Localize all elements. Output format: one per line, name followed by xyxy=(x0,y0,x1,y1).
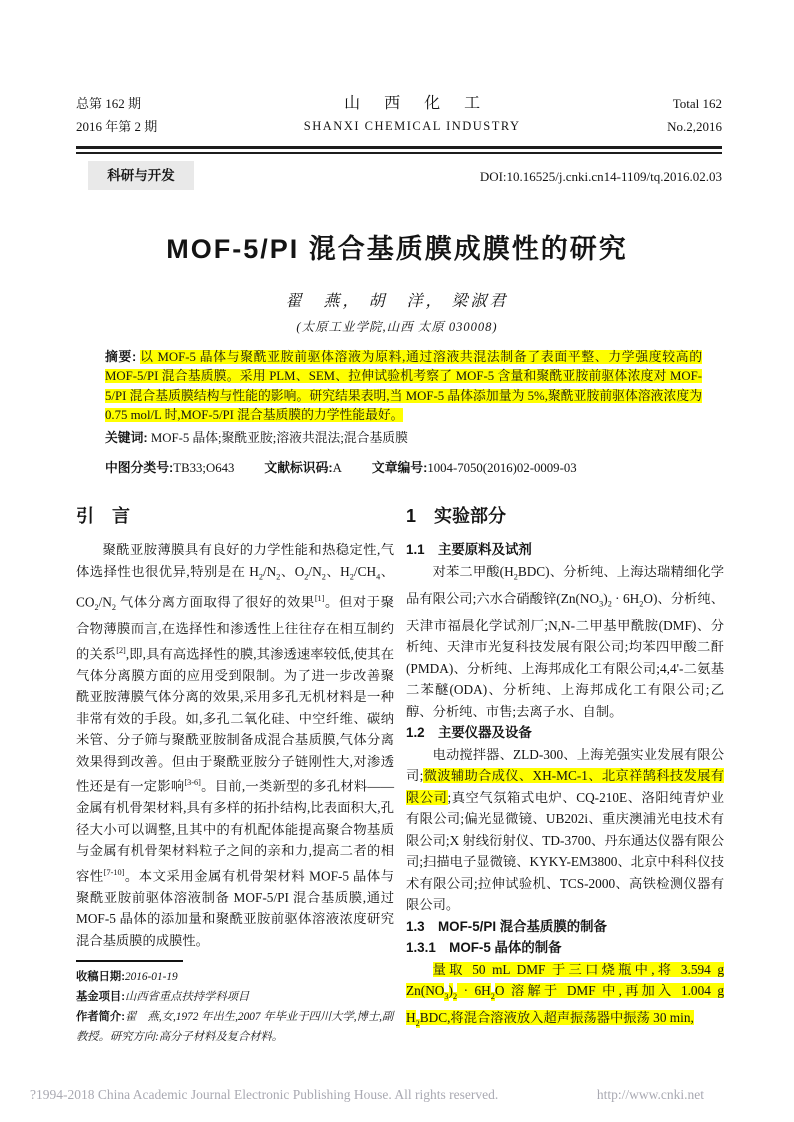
mof5-prep-paragraph: 量取 50 mL DMF 于三口烧瓶中,将 3.594 g $Zn(NO_3)_2 \cdot 6H_2O$ 溶解于 DMF 中,再加入 1.004 g $H_2BDC$,将混合溶液放入超声振荡器中振荡 30 min, xyxy=(406,961,725,1029)
cnki-url: http://www.cnki.net xyxy=(596,1087,704,1102)
footnotes xyxy=(76,967,394,1047)
footnote-fund-label: 基金项目: xyxy=(76,991,125,1003)
footnote-bio-value: 翟 燕,女,1972 年出生,2007 年毕业于四川大学,博士,副教授。研究方向:高分子材料及复合材料。 xyxy=(76,1011,394,1043)
footnote-fund-value: 山西省重点扶持学科项目 xyxy=(124,991,250,1003)
keywords-line xyxy=(105,428,702,448)
issue-year-cn: 2016 年第 2 期 xyxy=(76,119,158,134)
clc-item xyxy=(105,458,234,478)
footnote-fund xyxy=(76,987,394,1007)
copyright-text: ?1994-2018 China Academic Journal Electronic Publishing House. All rights reserved. xyxy=(30,1087,499,1102)
footnote-received-value: 2016-01-19 xyxy=(124,971,178,983)
issue-no-en: No.2,2016 xyxy=(667,119,722,134)
clc-label: 中图分类号: xyxy=(105,460,174,476)
abstract-block xyxy=(105,347,702,479)
article-no-item xyxy=(372,458,577,478)
intro-heading: 引 言 xyxy=(76,506,130,526)
issue-info-right xyxy=(667,92,722,138)
doc-code-item xyxy=(264,458,342,478)
journal-header xyxy=(76,92,722,138)
article-no-label: 文章编号: xyxy=(371,460,428,476)
page-footer xyxy=(30,1087,704,1103)
instruments-paragraph: 电动搅拌器、ZLD-300、上海羌强实业发展有限公司;微波辅助合成仪、XH-MC-1、北京祥鹄科技发展有限公司;真空气氛箱式电炉、CQ-210E、洛阳纯青炉业有限公司;偏光显微镜、UB202i、重庆澳浦光电技术有限公司;X 射线衍射仪、TD-3700、丹东通达仪器有限公司;扫描电子显微镜、KYKY-EM3800、北京中科科仪技术有限公司;拉伸试验机、TCS-2000、高铁检测仪器有限公司。 xyxy=(406,746,725,913)
section-1-heading: 1 实验部分 xyxy=(406,506,507,526)
footnote-received xyxy=(76,967,394,987)
section-tag: 科研与开发 xyxy=(88,161,194,190)
article-title: MOF-5/PI 混合基质膜成膜性的研究 xyxy=(166,234,628,264)
abstract-text: 以 MOF-5 晶体与聚酰亚胺前驱体溶液为原料,通过溶液共混法制备了表面平整、力学强度较高的 MOF-5/PI 混合基质膜。采用 PLM、SEM、拉伸试验机考察了 MOF-5 含量和聚酰亚胺前驱体浓度对 MOF-5/PI 混合基质膜结构与性能的影响。研究结果表明,当 MOF-5 晶体添加量为 5%,聚酰亚胺前驱体溶液浓度为 0.75 mol/L 时,MOF-5/PI 混合基质膜的力学性能最好。 xyxy=(105,350,703,422)
header-divider xyxy=(76,146,722,154)
issue-total-cn: 总第 162 期 xyxy=(76,96,142,111)
article-no-value: 1004-7050(2016)02-0009-03 xyxy=(427,461,577,476)
doc-code-value: A xyxy=(332,461,342,476)
doi-text: DOI:10.16525/j.cnki.cn14-1109/tq.2016.02.03 xyxy=(479,169,722,184)
issue-info-left xyxy=(76,92,157,138)
abstract-paragraph xyxy=(105,347,702,425)
section-1-2-heading: 1.2 主要仪器及设备 xyxy=(406,725,532,741)
authors-line: 翟 燕， 胡 洋， 梁淑君 xyxy=(285,293,509,310)
section-1-3-heading: 1.3 MOF-5/PI 混合基质膜的制备 xyxy=(406,918,607,934)
footnote-bio-label: 作者简介: xyxy=(76,1011,125,1023)
abstract-label: 摘要: xyxy=(105,349,137,364)
intro-paragraph: 聚酰亚胺薄膜具有良好的力学性能和热稳定性,气体选择性也很优异,特别是在 $H_2/N_2$、$O_2/N_2$、$H_2/CH_4$、$CO_2/N_2$ 气体分离方面取得了很好的效果[1]。但对于聚合物薄膜而言,在选择性和渗透性上往往存在相互制约的关系[2],即,具有高选择性的膜,其渗透速率较低,使其在气体分离膜方面的应用受到限制。为了进一步改善聚酰亚胺薄膜气体分离的效果,采用多孔无机材料是一种非常有效的手段。如,多孔二氧化硅、中空纤维、碳纳米管、分子筛与聚酰亚胺制备成混合基质膜,气体分离效果得到改善。但由于聚酰亚胺分子链刚性大,对渗透性还是有一定影响[3-6]。目前,一类新型的多孔材料——金属有机骨架材料,具有多样的拓扑结构,比表面积大,孔径大小可以调整,且其中的有机配体能提高聚合物基质与金属有机骨架材料粒子之间的亲和力,提高二者的相容性[7-10]。本文采用金属有机骨架材料 MOF-5 晶体与聚酰亚胺前驱体溶液制备 MOF-5/PI 混合基质膜,通过 MOF-5 晶体的添加量和聚酰亚胺前驱体溶液浓度研究混合基质膜的成膜性。 xyxy=(76,542,395,948)
left-column xyxy=(76,504,394,1047)
doc-code-label: 文献标识码: xyxy=(264,460,333,476)
issue-total-en: Total 162 xyxy=(672,96,722,111)
journal-name-cn: 山 西 化 工 xyxy=(344,95,491,112)
clc-line xyxy=(105,458,702,478)
section-1-3-1-heading: 1.3.1 MOF-5 晶体的制备 xyxy=(406,940,562,956)
right-column xyxy=(406,504,724,1035)
clc-value: TB33;O643 xyxy=(173,461,235,476)
reagents-paragraph: 对苯二甲酸$(H_2BDC)$、分析纯、上海达瑞精细化学品有限公司;六水合硝酸锌$(Zn(NO_3)_2 \cdot 6H_2O)$、分析纯、天津市福晨化学试剂厂;N,N-二甲基甲酰胺(DMF)、分析纯、天津市光复科技发展有限公司;均苯四甲酸二酐(PMDA)、分析纯、上海邦成化工有限公司;4,4'-二氨基二苯醚(ODA)、分析纯、上海邦成化工有限公司;乙醇、分析纯、市售;去离子水、自制。 xyxy=(406,563,725,719)
footnote-bio xyxy=(76,1007,394,1047)
affiliation-line: (太原工业学院,山西 太原 030008) xyxy=(296,320,498,334)
journal-name-block xyxy=(304,92,521,138)
footnote-received-label: 收稿日期: xyxy=(76,971,125,983)
journal-name-en: SHANXI CHEMICAL INDUSTRY xyxy=(303,119,521,133)
keywords-label: 关键词: xyxy=(105,430,148,446)
keywords-text: MOF-5 晶体;聚酰亚胺;溶液共混法;混合基质膜 xyxy=(150,431,408,446)
section-1-1-heading: 1.1 主要原料及试剂 xyxy=(406,542,532,557)
footnote-divider xyxy=(76,960,183,962)
